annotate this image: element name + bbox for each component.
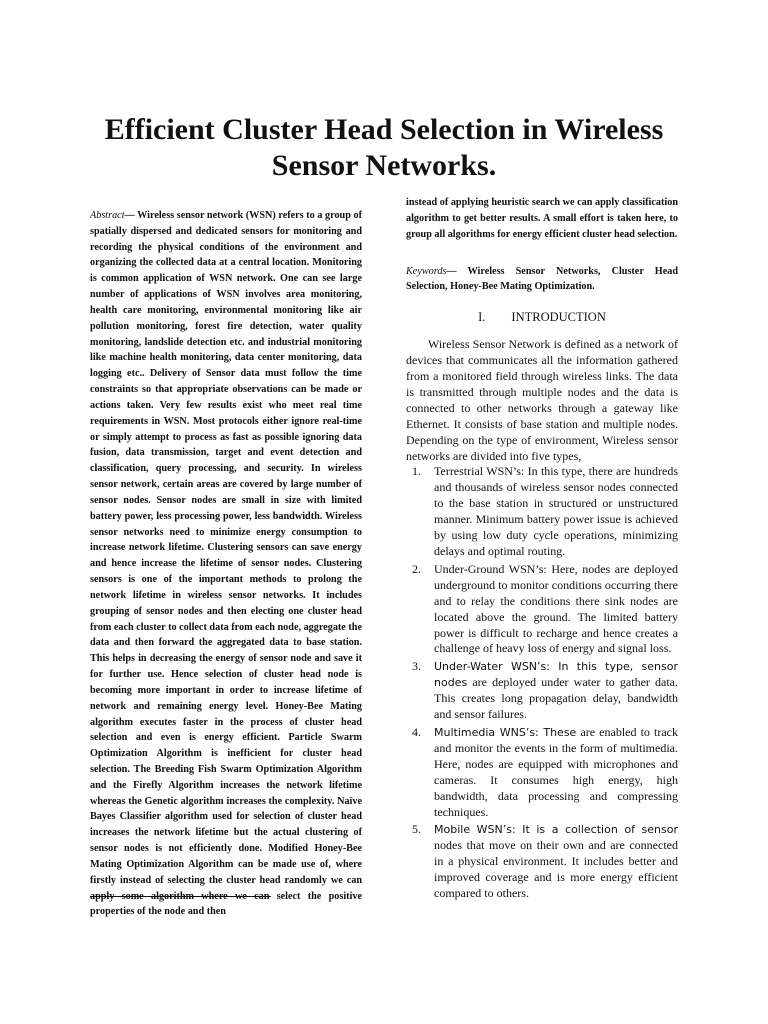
list-item-number: 5. [412,822,421,837]
list-item-text: nodes that move on their own and are connected in a physical environment. It includes better and improved coverage and is more energy efficient compared to others. [434,838,678,901]
abstract [90,208,362,920]
keywords-dash: — [446,265,457,277]
list-item-term: Mobile WSN’s: It is a collection of sensor [434,823,678,837]
abstract-text: Wireless sensor network (WSN) refers to a group of spatially dispersed and dedicated sensors for monitoring and recording the physical conditions of the environment and organizing the collected data at a central location. Monitoring is common application of WSN network. One can see large number of applications of WSN involves area monitoring, health care monitoring, environmental monitoring like air pollution monitoring, forest fire detection, water quality monitoring, landslide detection etc. and industrial monitoring like machine health monitoring, data center monitoring, data logging etc.. Delivery of Sensor data must follow the time constraints so that appropriate observations can be made or actions taken. Very few results exist who meet real time requirements in WSN. Most protocols either ignore real-time or simply attempt to process as fast as possible ignoring data fusion, data transmission, target and event detection and classification, query processing, and security. In wireless sensor network, certain areas are covered by large number of sensor nodes. Sensor nodes are small in size with limited battery power, less processing power, less bandwidth. Wireless sensor networks need to minimize energy consumption to increase network lifetime. Clustering sensors can save energy and hence increase the lifetime of sensor nodes. Clustering sensors is one of the important methods to prolong the network lifetime in wireless sensor networks. It includes grouping of sensor nodes and then electing one cluster head from each cluster to collect data from each node, aggregate the data and then forward the aggregated data to base station. This helps in decreasing the energy of sensor node and save it for further use. Hence selection of cluster head node is becoming more important in order to increase lifetime of network and remaining energy level. Honey-Bee Mating algorithm executes faster in the process of cluster head selection and even is energy efficient. Particle Swarm Optimization Algorithm is inefficient for cluster head selection. The Breeding Fish Swarm Optimization Algorithm and the Firefly Algorithm increases the network lifetime whereas the Genetic algorithm increases the complexity. Naïve Bayes Classifier algorithm used for selection of cluster head increases the network lifetime but the actual clustering of sensor nodes is not efficiently done. Modified Honey-Bee Mating Optimization Algorithm can be made use of, where firstly instead of selecting the cluster head randomly we can apply some algorithm where we can select the positive properties of the node and then [90,210,362,918]
list-item [406,725,678,820]
intro-paragraph: Wireless Sensor Network is defined as a network of devices that communicates all the information gathered from a monitored field through wireless links. The data is transmitted through multiple nodes and the data is connected to other networks through a gateway like Ethernet. It consists of base station and multiple nodes. Depending on the type of environment, Wireless sensor networks are divided into five types, [406,337,678,463]
list-item-text: Terrestrial WSN’s: In this type, there are hundreds and thousands of wireless sensor nodes connected to the base station in structured or unstructured manner. Minimum battery power issue is achieved by using low duty cycle operations, minimizing delays and optimal routing. [434,464,678,558]
list-item [406,659,678,723]
list-item [406,822,678,902]
list-item-text: Under-Ground WSN’s: Here, nodes are deployed underground to monitor conditions occurring there and to relay the conditions there sink nodes are located above the ground. The limited battery power is difficult to recharge and hence creates a challenge of heavy loss of energy and signal loss. [434,561,678,656]
list-item-number: 3. [412,659,421,674]
section-heading-introduction [406,308,678,326]
right-column [406,195,678,904]
keywords [406,264,678,296]
abstract-dash: — [124,210,135,221]
list-item-number: 4. [412,724,421,739]
list-item-text: are enabled to track and monitor the events in the form of multimedia. Here, nodes are equipped with microphones and cameras. It consumes high energy, high bandwidth, data processing and compressing techniques. [434,724,679,819]
list-item [406,464,678,559]
section-title: INTRODUCTION [511,310,606,325]
list-item [406,562,678,657]
list-item-number: 1. [412,464,421,479]
keywords-label: Keywords [406,265,447,277]
wsn-types-list [406,464,678,901]
paper-title: Efficient Cluster Head Selection in Wireless Sensor Networks. [104,113,664,182]
abstract-continued: instead of applying heuristic search we can apply classification algorithm to get better results. A small effort is taken here, to group all algorithms for energy efficient cluster head selection. [406,197,678,240]
section-number: I. [478,310,486,325]
list-item-number: 2. [412,561,421,576]
keywords-text: Wireless Sensor Networks, Cluster Head Selection, Honey-Bee Mating Optimization. [406,265,679,293]
abstract-label: Abstract [90,210,125,221]
list-item-term: Under-Water WSN’s: In this type, sensor nodes [434,660,678,690]
footnote-rule [90,896,271,897]
left-column [90,208,362,920]
list-item-term: Multimedia WNS’s: These [434,725,577,739]
list-item-text: are deployed under water to gather data. This creates long propagation delay, bandwidth and sensor failures. [434,675,678,722]
